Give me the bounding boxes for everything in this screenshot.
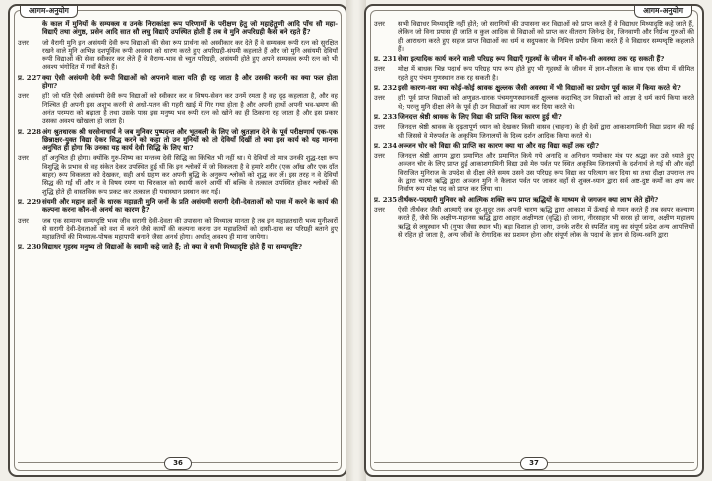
question-number: प्र. 235 — [374, 195, 398, 204]
answer-text: जो वैरागी मुनि इन असंयमी देवी रूप विद्याओं की सेवा रूप प्रार्थना को अस्वीकार कर देते हैं वे सम्यक्त्व रूपी रत्न को सुरक्षित रखने वाले मुनि अभिन्न दशपूर्वित्व रूपी अवस्था को धारण करते हुए अपरिग्रही-संयमी कहलाते हैं और जो मुनि असंयमी देवियाँ रूपी विद्याओं की सेवा स्वीकार कर लेते हैं वे वैराग्य-भाव से च्युत परिग्रही, असंयमी होते हुए अपने सम्यक्त्व रूपी रत्न को भी अवश्य भंगोदित में गवाँ बैठते हैं। — [42, 38, 338, 72]
question-text: क्या ऐसी असंयमी देवी रूपी विद्याओं को अपनाने वाला यति ही रह जाता है और उसकी करनी का क्या फल होता होगा? — [42, 73, 338, 91]
question-entry — [18, 20, 338, 37]
answer-text: हाँ! जो यति ऐसी असंयमी देवी रूप विद्याओं को स्वीकार कर व विषय-सेवन कर उनमें रमता है वह दृढ़ कहलाता है, और वह निश्चित ही अपनी इस अशुभ करनी से अधो-पतन की गहरी खाई में गिर गया होता है और अपनी हाथों अपनी भव-भ्रमण की अनंत परम्परा को बढ़ाता है तथा उसके पास इस मनुष्य भव रूपी रत्न को खोने का ही ठिकाना रह जाता है और इस प्रकार उसका अवश्य खोखला हो जाता है। — [42, 92, 338, 126]
answer-entry — [18, 39, 338, 72]
answer-label: उत्तर — [374, 20, 385, 28]
answer-text: जब एक सामान्य सम्यग्दृष्टि भव्य जीव सरागी देवी-देवता की उपासना को मिथ्यात्व मानता है तब इन महाव्रतधारी भव्य मुनीश्वरों से सरागी देवी-देवताओं को वश में करने जैसे कार्यों की कल्पना करना उन महाव्रतियों को दासी-दास का परिग्रही बताने हुए महाव्रतियों की मिथ्यात्व-पोषक महापापी बनाने जैसा अनर्थ होगा। अर्थात् अवश्य ही माना जायेगा। — [42, 216, 338, 242]
answer-text: सभी विद्याधर मिथ्यादृष्टि नहीं होते; जो सरागियों की उपासना कर विद्याओं को प्राप्त करते हैं वे विद्याधर मिथ्यादृष्टि कहे जाते हैं, लेकिन जो विना प्रयास ही जाति व कुल आदिक से विद्याओं को प्राप्त कर वीतराग जिनेन्द्र देव, जिनवाणी और निर्ग्रन्थ गुरुओं की ही आराधना करते हुए सहज प्राप्त विद्याओं का धर्म व सदुपकार के निमित्त प्रयोग किया करते हैं वे विद्याधर सम्यग्दृष्टि कहलाते हैं। — [398, 20, 694, 53]
left-page — [8, 4, 348, 477]
right-page — [364, 4, 704, 477]
question-text: के काल में मुनियों के सम्यक्त्व व उनके निराकांक्षा रूप परिणामों के परीक्षण हेतु जो महाहेतुणी आदि पाँच सौ महा-विद्याएँ तथा अंगुष्ठ, प्रसेन आदि सात सौ लघु विद्याएँ उपस्थित होती हैं तब वे मुनि अपरिग्रही कैसे बने रहते हैं? — [42, 20, 338, 37]
answer-text: मोक्ष में बाधक भिन्न पदार्थ रूप परिग्रह पाप रूप होते हुए भी गृहस्थों के जीवन में ज्ञान-शीलता के साथ एक सीमा में सीमित रहते हुए पंचम गुणस्थान तक रह सकती है। — [398, 65, 694, 82]
answer-text: हाँ! पूर्व प्राप्त विद्याओं को अणुव्रत-धारक पंचमगुणस्थानवर्ती क्षुल्लक कदाचित् उन विद्याओं को आज्ञा दे धर्म कार्य किया करते थे; परन्तु मुनि दीक्षा लेने के पूर्व ही उन विद्याओं का त्याग कर दिया करते थे। — [398, 94, 694, 111]
left-page-header: आगम-अनुयोग — [20, 5, 78, 18]
answer-entry — [18, 154, 338, 195]
question-entry — [18, 128, 338, 153]
question-entry — [18, 198, 338, 215]
question-number: प्र. 233 — [374, 112, 398, 121]
question-number: प्र. 228 — [18, 127, 42, 136]
question-number: प्र. 229 — [18, 197, 42, 206]
answer-entry — [18, 92, 338, 125]
question-entry — [374, 84, 694, 92]
answer-label: उत्तर — [374, 65, 385, 74]
question-text: अंग श्रुतधारक श्री धरसेनाचार्य ने जब मुनिवर पुष्पदन्त और भूतबली के लिए जो श्रुतज्ञान देने के पूर्व परीक्षणार्थ एक-एक छिन्नाक्षर-युक्त विद्या देकर सिद्ध करने को कहा तो उन मुनियों को तो देवियाँ दिखीं तो क्या इस कार्य को यह मानना अनुचित ही होगा कि उनका यह कार्य देवी सिद्धि के लिए था? — [42, 127, 338, 153]
answer-entry — [374, 123, 694, 140]
answer-label: उत्तर — [374, 94, 385, 103]
question-number: प्र. 231 — [374, 55, 398, 64]
answer-label: उत्तर — [18, 154, 29, 163]
question-number: प्र. 234 — [374, 141, 398, 150]
question-text: सेवा इत्यादिक कार्य करने वाली परिग्रह रूप विद्याएँ गृहस्थों के जीवन में कौन-सी अवस्था तक रह सकती हैं? — [398, 55, 665, 64]
question-text: संयमी और महान व्रतों के धारक महाव्रती मुनि जनों के प्रति असंयमी सरागी देवी-देवताओं को पास में करने के कार्य की कल्पना करना कौन-से अनर्थ का कारण है? — [42, 197, 338, 215]
right-page-number: 37 — [520, 457, 548, 470]
answer-entry — [374, 206, 694, 239]
answer-entry — [374, 20, 694, 53]
answer-label: उत्तर — [374, 152, 385, 161]
answer-entry — [374, 94, 694, 111]
question-entry — [18, 74, 338, 91]
question-number: प्र. 232 — [374, 84, 398, 93]
answer-label: उत्तर — [18, 92, 29, 101]
answer-text: जिनदत्त श्रेष्ठी श्रावक के दृढ़तापूर्ण ध्यान को देखकर किसी वासव (चाहना) के ही देवों द्वारा आकाशगामिनी विद्या प्रदान की गई थी जिससे वे मेरुपर्वत के अकृत्रिम जिनालयों के दिव्य दर्शन आदिक किया करते थे। — [398, 123, 694, 140]
answer-text: जिनदत्त श्रेष्ठी आगम द्वारा प्रमाणित और प्रमाणित किये गये अनादि व अनिधन णमोकार मंत्र पर श्रद्धा कर उसे ध्याते हुए अञ्जन चोर के लिए प्राप्त हुई आकाशगामिनी विद्या उसे मेरु पर्वत पर स्थित अकृत्रिम जिनालयों के दर्शनार्थ ले गई थी और वहाँ विराजित मुनिराज के उपदेश से दीक्षा लेते समय उसने उस परिग्रह रूप विद्या का परित्याग कर दिया था तथा दीक्षा उपरान्त तप के द्वारा चारण ऋद्धि द्वारा अञ्जन मुनि ने कैलाश पर्वत पर जाकर वहाँ से शुक्ल-ध्यान द्वारा सर्व अष्ट-दुष्ट कर्मों का क्षय कर निर्वाण रूप मोक्ष पद को प्राप्त कर लिया था। — [398, 152, 694, 194]
answer-label: उत्तर — [374, 123, 385, 132]
question-text: इसी कारण-वश क्या कोई-कोई श्रावक क्षुल्लक जैसी अवस्था में भी विद्याओं का प्रयोग पूर्व काल में किया करते थे? — [398, 84, 681, 93]
answer-text: ऐसी तीर्थंकर जैसी आत्माएँ जब दूर-सुदूर तक अपनी चारण ऋद्धि द्वारा आकाश में ऊँचाई से गमन करते हैं तब स्वपर कल्याण करते हैं, जैसे कि अक्षीण-महानस ऋद्धि द्वारा आहार अक्षीणता (वृद्धि) हो जाना, नीरसाहार भी सरस हो जाना, अक्षीण महालय ऋद्धि से लघुस्थान भी (गुफा जैसा स्थान भी) बड़ा विशाल हो जाना, उनके शरीर से स्पर्शित वायु का संपूर्ण प्रदेश अन्य आपत्तियों से रहित हो जाता है, अन्य जीवों के रोगादिक का प्रशमन होना और संपूर्ण लोक के पदार्थ के ज्ञान से दिव्य-ध्वनि द्वारा — [398, 205, 694, 239]
question-number: प्र. 230 — [18, 243, 42, 252]
left-page-number: 36 — [164, 457, 192, 470]
right-page-content — [374, 20, 694, 449]
question-entry — [374, 196, 694, 204]
question-number: प्र. 227 — [18, 73, 42, 82]
question-text: तीर्थंकर-पदधारी मुनिवर को आत्मिक शक्ति रूप प्राप्त ऋद्धियों के माध्यम से जगजन क्या लाभ लेते होंगे? — [398, 195, 659, 204]
question-entry — [374, 113, 694, 121]
answer-entry — [374, 65, 694, 82]
answer-text: हाँ अनुचित ही होगा। क्योंकि गुरु-शिष्य का मन्तव्य देवी सिद्धि का किंचित भी नहीं था। ये देवियाँ तो मात्र उनकी शुद्ध-रक्षा रूप विशुद्धि के प्रभाव से वह संकेत देकर उपस्थित हुई थीं कि इन श्लोकों में जो विकलता है वे हमारे शरीर (एक आँख और एक दाँत बाहर) रूप विकलता को देखकर, सही अर्थ ग्रहण कर अपनी बुद्धि के अनुरूप श्लोकों को शुद्ध कर लें। इस तरह न वे देवियाँ सिद्ध की गईं थीं और न वे विषय रमण या चिरकाल को स्थायी करने आयीं थीं बल्कि वे तत्काल उपस्थित होकर श्लोकों की शुद्धि होते ही वास्तविक रूप प्रकट कर तत्काल ही यथास्थान प्रस्थान कर गईं। — [42, 154, 338, 196]
answer-entry — [18, 217, 338, 242]
answer-label: उत्तर — [18, 216, 29, 225]
answer-label: उत्तर — [374, 205, 385, 214]
question-text: विद्याधर गृहस्थ मनुष्य तो विद्याओं के स्वामी कहे जाते हैं; तो क्या वे सभी मिथ्यादृष्टि होते हैं या सम्यग्दृष्टि? — [42, 243, 303, 252]
book-gutter — [346, 0, 366, 481]
question-text: अञ्जन चोर को विद्या की प्राप्ति का कारण क्या था और वह विद्या कहाँ तक रही? — [398, 141, 600, 150]
answer-label: उत्तर — [18, 38, 29, 47]
answer-entry — [374, 152, 694, 193]
question-entry — [18, 243, 338, 251]
question-text: जिनदत्त श्रेष्ठी श्रावक के लिए विद्या की प्राप्ति किस कारण हुई थी? — [398, 112, 562, 121]
right-page-header: आगम-अनुयोग — [634, 5, 692, 18]
question-entry — [374, 142, 694, 150]
question-entry — [374, 55, 694, 63]
left-page-content — [18, 20, 338, 449]
